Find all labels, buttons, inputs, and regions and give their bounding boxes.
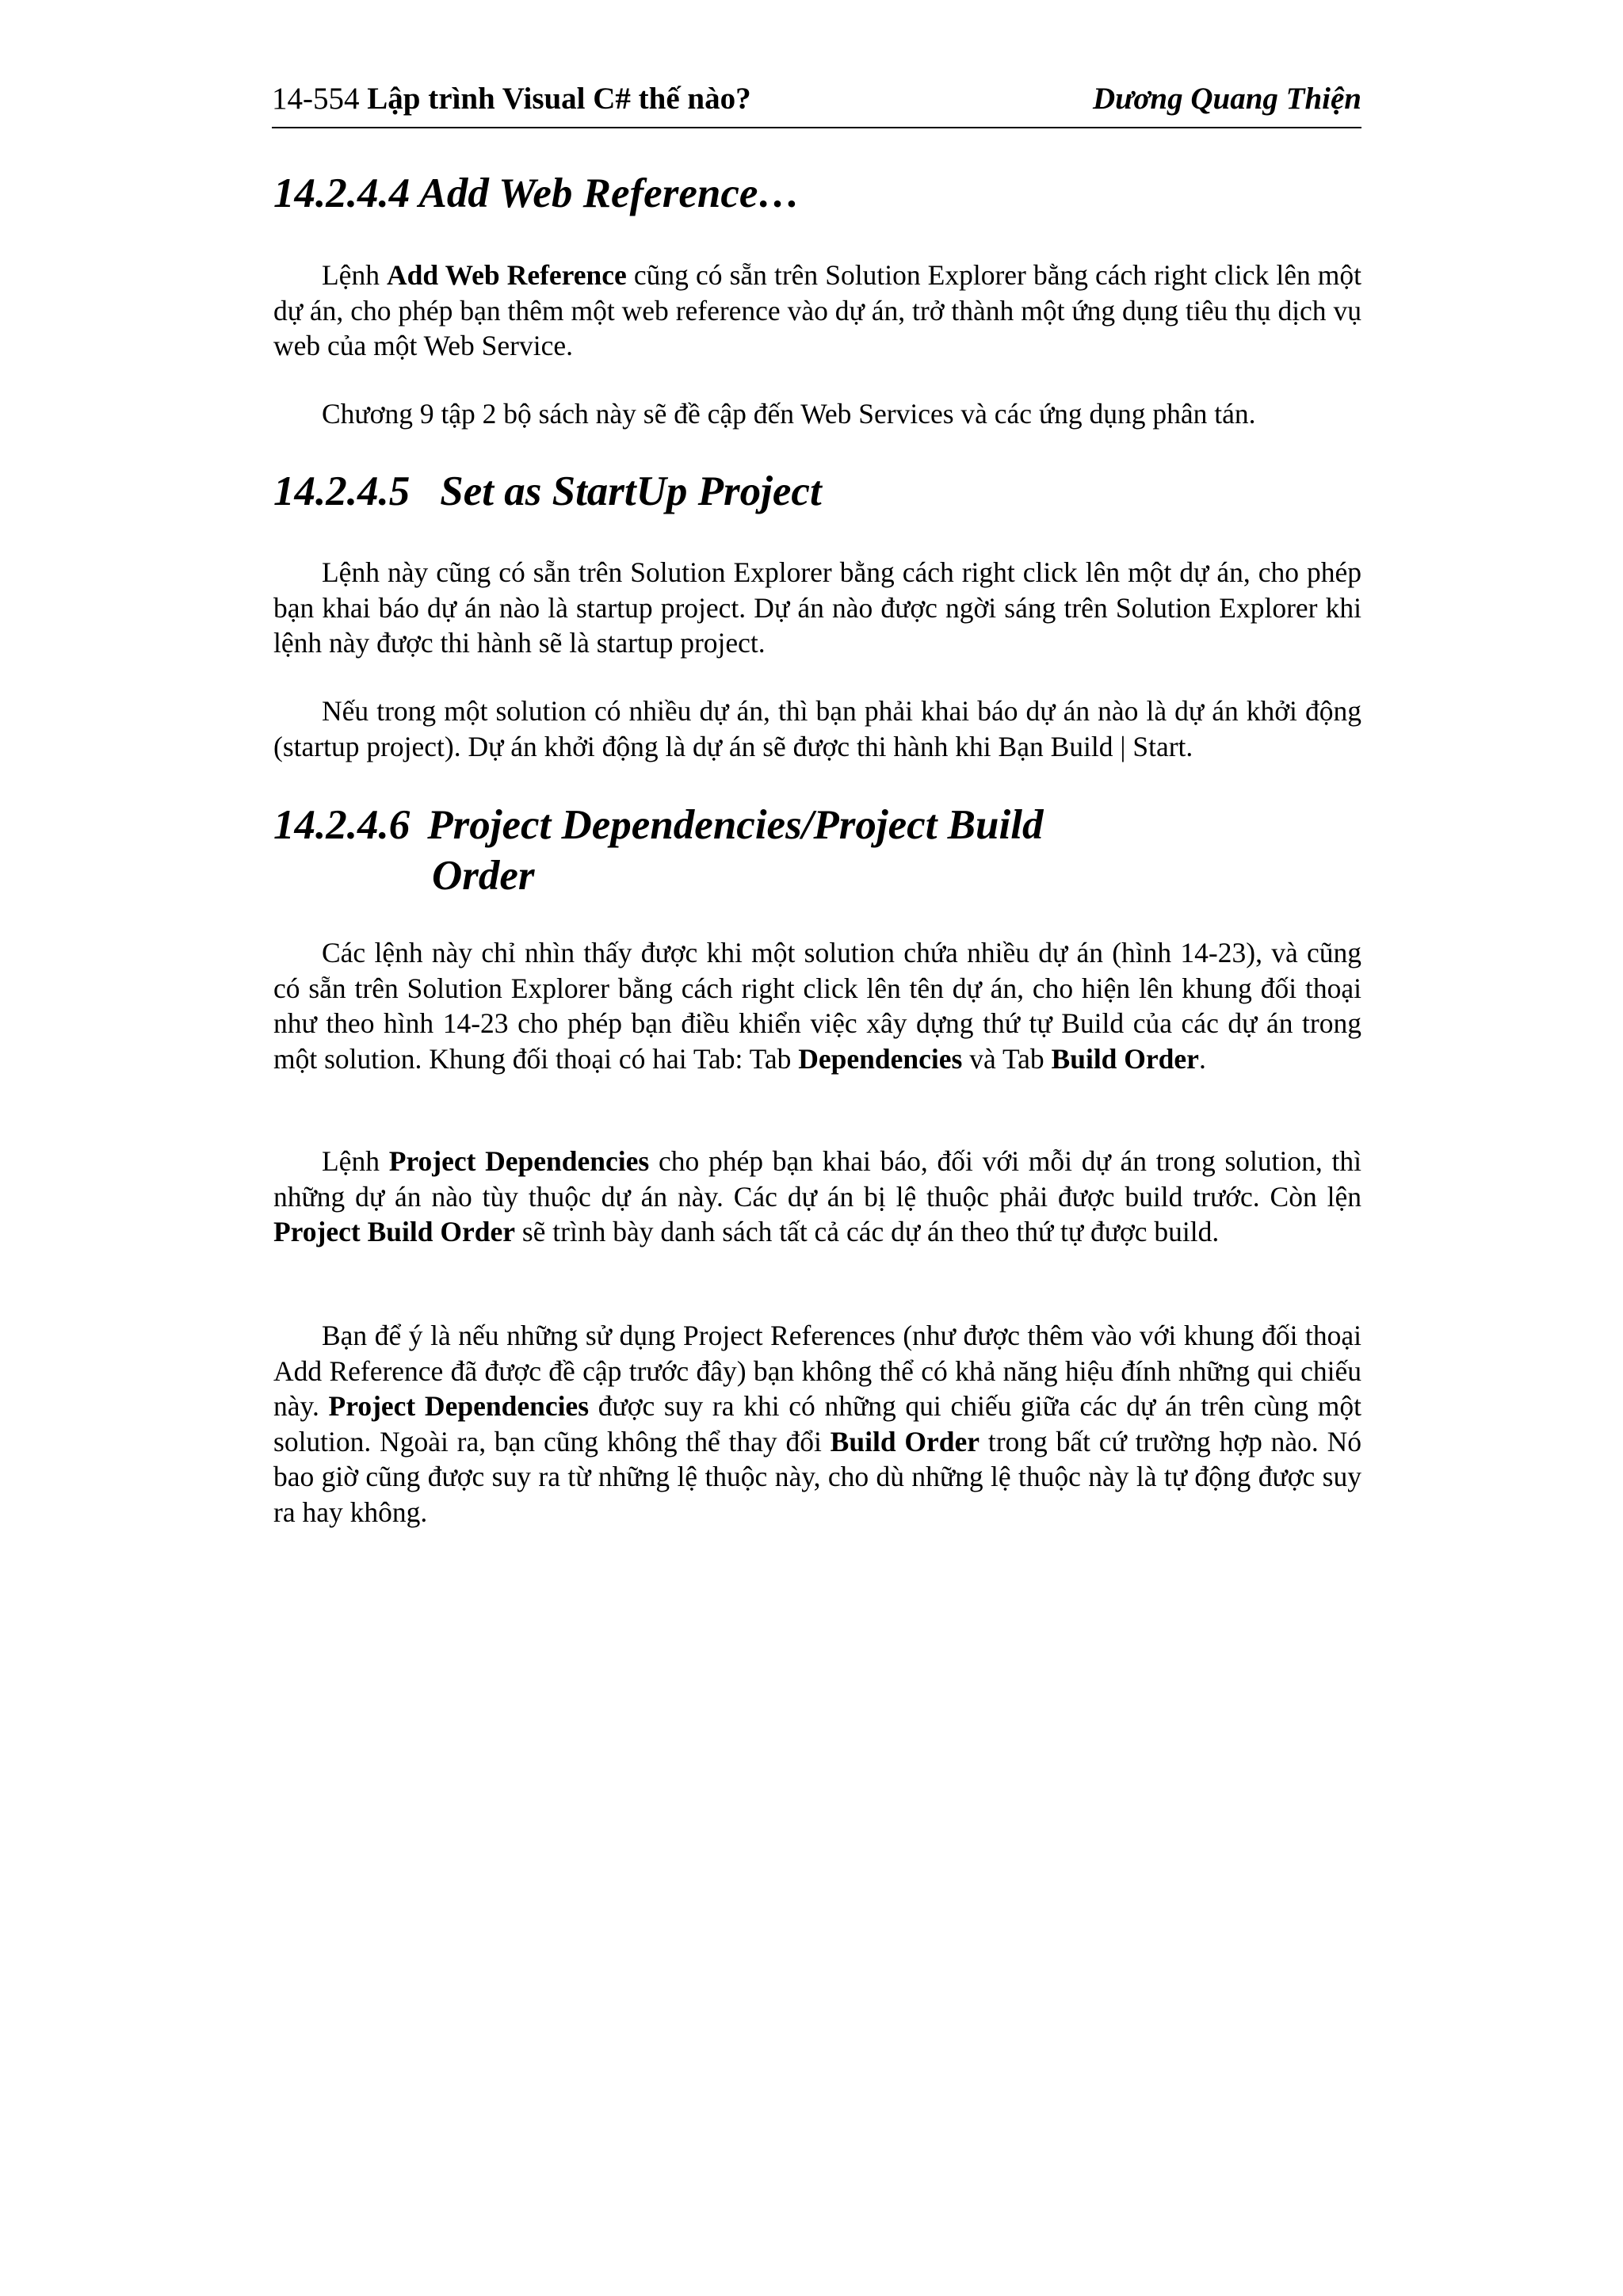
paragraph: Lệnh Add Web Reference cũng có sẵn trên Solution Explorer bằng cách right click lên một dự án, cho phép bạn thêm một web reference vào dự án, trở thành một ứng dụng tiêu thụ dịch vụ web của một Web Service. [273,259,1362,361]
header-left [272,79,751,119]
book-title: Lập trình Visual C# thế nào? [367,82,751,116]
paragraph: Nếu trong một solution có nhiều dự án, thì bạn phải khai báo dự án nào là dự án khởi động (startup project). Dự án khởi động là dự án sẽ được thi hành khi Bạn Build | Start. [273,695,1361,762]
section-heading-project-dependencies: 14.2.4.6 Project Dependencies/Project Build Order [273,802,1044,899]
paragraph: Lệnh Project Dependencies cho phép bạn khai báo, đối với mỗi dự án trong solution, thì những dự án nào tùy thuộc dự án này. Các dự án bị lệ thuộc phải được build trước. Còn lện Project Build Order sẽ trình bày danh sách tất cả các dự án theo thứ tự được build. [273,1145,1362,1247]
section-heading-set-as-startup: 14.2.4.5 Set as StartUp Project [273,468,822,514]
section-heading-add-web-reference: 14.2.4.4 Add Web Reference… [273,170,800,216]
paragraph: Các lệnh này chỉ nhìn thấy được khi một solution chứa nhiều dự án (hình 14-23), và cũng có sẵn trên Solution Explorer bằng cách right click lên tên dự án, cho hiện lên khung đối thoại như theo hình 14-23 cho phép bạn điều khiển việc xây dựng thứ tự Build của các dự án trong một solution. Khung đối thoại có hai Tab: Tab Dependencies và Tab Build Order. [273,937,1361,1075]
page-number: 14-554 [272,82,360,116]
page-header [272,79,1361,128]
paragraph: Bạn để ý là nếu những sử dụng Project References (như được thêm vào với khung đối thoại Add Reference đã được đề cập trước đây) bạn không thể có khả năng hiệu đính những qui chiếu này. Project Dependencies được suy ra khi có những qui chiếu giữa các dự án trên cùng một solution. Ngoài ra, bạn cũng không thể thay đổi Build Order trong bất cứ trường hợp nào. Nó bao giờ cũng được suy ra từ những lệ thuộc này, cho dù những lệ thuộc này là tự động được suy ra hay không. [273,1320,1362,1528]
author-name: Dương Quang Thiện [1092,82,1361,116]
paragraph: Chương 9 tập 2 bộ sách này sẽ đề cập đến Web Services và các ứng dụng phân tán. [322,398,1256,430]
paragraph: Lệnh này cũng có sẵn trên Solution Explorer bằng cách right click lên một dự án, cho phép bạn khai báo dự án nào là startup project. Dự án nào được ngời sáng trên Solution Explorer khi lệnh này được thi hành sẽ là startup project. [273,556,1361,659]
